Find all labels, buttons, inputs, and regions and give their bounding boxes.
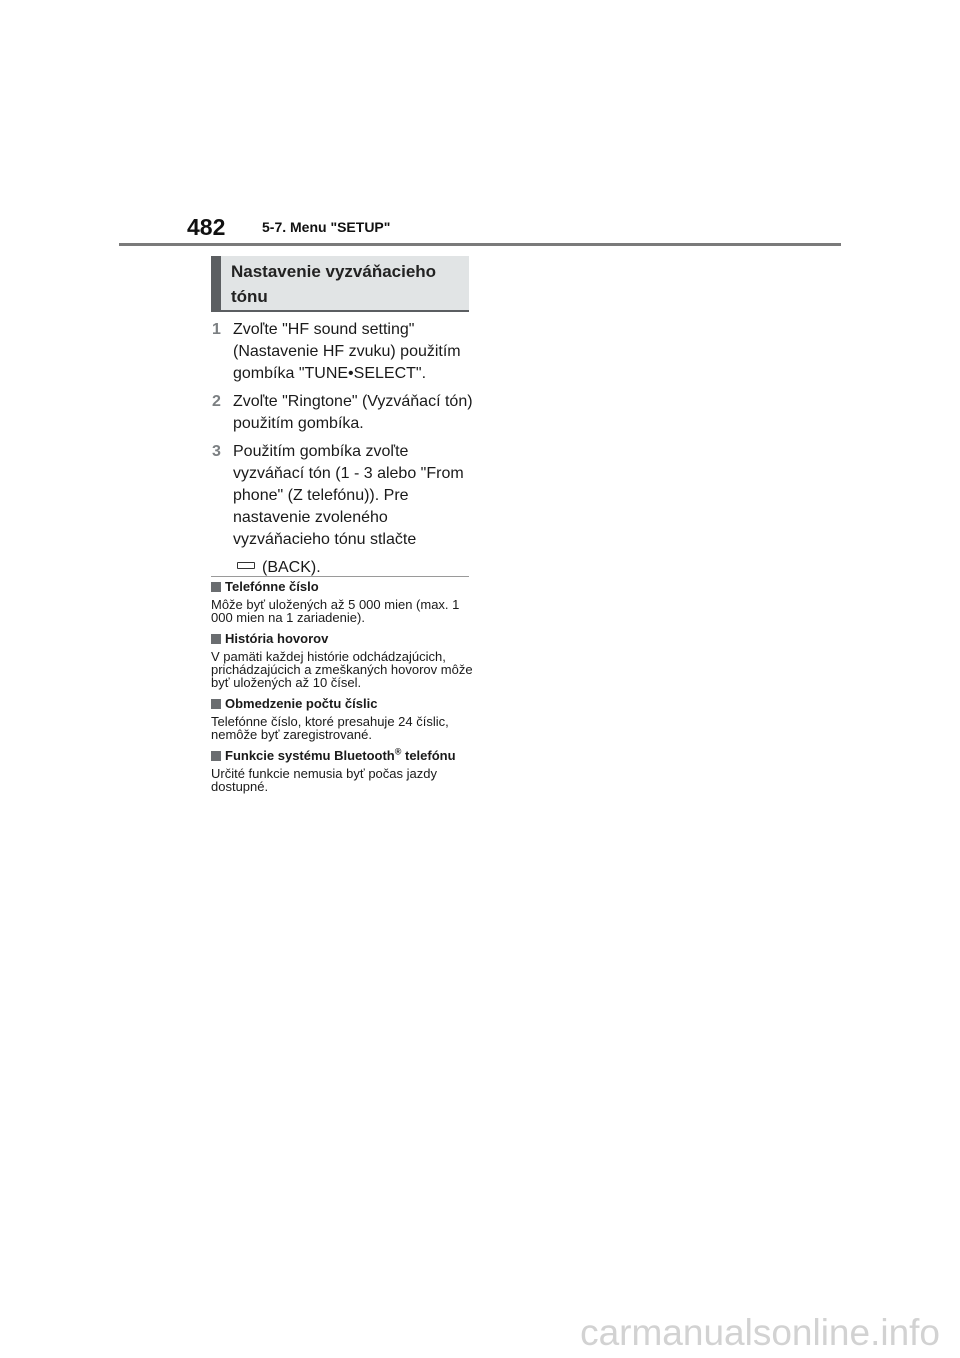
- note-body: V pamäti každej histórie odchádzajúcich, prichádzajúcich a zmeškaných hovorov môže byť uložených až 10 čísel.: [211, 649, 473, 690]
- step-number: 1: [212, 321, 221, 338]
- note-title: [211, 579, 473, 595]
- steps-list: [211, 319, 473, 579]
- notes-list: [211, 579, 473, 800]
- step-item: [211, 391, 473, 435]
- step-text: Zvoľte "HF sound setting" (Nastavenie HF zvuku) použitím gombíka "TUNE•SELECT".: [233, 321, 461, 382]
- step-item: [211, 441, 473, 551]
- registered-mark: ®: [394, 746, 402, 757]
- page-number: 482: [187, 214, 226, 240]
- step-number: 2: [212, 393, 221, 410]
- note-title-text: Telefónne číslo: [225, 579, 319, 594]
- heading-text: Nastavenie vyzváňacieho tónu: [231, 262, 437, 306]
- note-title-text: Obmedzenie počtu číslic: [225, 696, 378, 711]
- note-title-text: História hovorov: [225, 631, 329, 646]
- step-text: Použitím gombíka zvoľte vyzváňací tón (1 - 3 alebo "From phone" (Z telefónu)). Pre nastavenie zvoleného vyzváňacieho tónu stlačte: [233, 443, 464, 548]
- square-bullet-icon: [211, 751, 221, 761]
- note-item: [211, 631, 473, 689]
- note-item: [211, 748, 473, 793]
- note-body: Telefónne číslo, ktoré presahuje 24 číslic, nemôže byť zaregistrované.: [211, 714, 449, 742]
- header-rule: [119, 243, 841, 246]
- notes-rule: [211, 576, 469, 577]
- step-number: 3: [212, 443, 221, 460]
- note-body: Môže byť uložených až 5 000 mien (max. 1 000 mien na 1 zariadenie).: [211, 597, 460, 625]
- note-item: [211, 579, 473, 624]
- back-button-icon: [237, 562, 255, 569]
- square-bullet-icon: [211, 699, 221, 709]
- step-text: Zvoľte "Ringtone" (Vyzváňací tón) použitím gombíka.: [233, 393, 473, 432]
- back-label: (BACK).: [262, 559, 321, 576]
- watermark: carmanualsonline.info: [580, 1312, 940, 1353]
- note-title: [211, 631, 473, 647]
- note-title: [211, 696, 473, 712]
- note-title: [211, 748, 473, 764]
- section-title: 5-7. Menu "SETUP": [262, 219, 391, 235]
- heading-box: [211, 256, 469, 312]
- note-title-text-suffix: telefónu: [401, 748, 456, 763]
- note-body: Určité funkcie nemusia byť počas jazdy dostupné.: [211, 766, 437, 794]
- note-item: [211, 696, 473, 741]
- square-bullet-icon: [211, 582, 221, 592]
- step-item: [211, 319, 473, 385]
- square-bullet-icon: [211, 634, 221, 644]
- note-title-text: Funkcie systému Bluetooth: [225, 748, 395, 763]
